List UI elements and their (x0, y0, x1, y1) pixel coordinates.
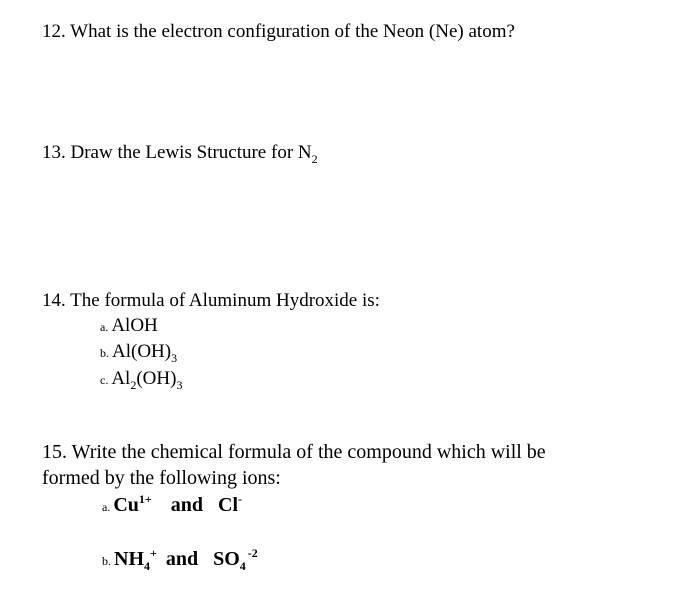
option-14a (100, 314, 158, 339)
ion: SO (213, 548, 240, 570)
question-12 (42, 20, 515, 44)
question-15-line2 (42, 466, 281, 490)
question-number: 14. (42, 290, 66, 311)
question-number: 13. (42, 142, 66, 163)
charge: + (150, 546, 157, 560)
ion: NH (114, 548, 144, 570)
formula: AlOH (111, 315, 158, 336)
option-15a (102, 493, 242, 519)
joiner: and (165, 548, 199, 570)
option-letter: a. (100, 320, 109, 334)
formula-part: Al(OH) (112, 341, 172, 362)
option-14c (100, 367, 182, 392)
option-letter: b. (100, 346, 109, 360)
question-text: The formula of Aluminum Hydroxide is: (70, 290, 380, 311)
option-14b (100, 340, 177, 365)
joiner: and (170, 494, 203, 516)
formula-part: Al (111, 368, 131, 389)
option-letter: b. (102, 554, 111, 568)
charge: -2 (247, 546, 258, 560)
ion: Cl (218, 494, 238, 516)
question-text: formed by the following ions: (42, 467, 281, 489)
subscript: 4 (144, 559, 150, 573)
question-number: 15. (42, 441, 67, 463)
question-number: 12. (42, 21, 66, 42)
question-13 (42, 141, 318, 166)
subscript: 3 (171, 351, 178, 365)
subscript: 2 (130, 378, 137, 392)
ion: Cu (113, 494, 139, 516)
question-text: What is the electron configuration of the Neon (Ne) atom? (70, 21, 515, 42)
option-letter: c. (100, 373, 109, 387)
question-15 (42, 440, 546, 464)
subscript: 2 (311, 152, 318, 166)
option-15b (102, 547, 258, 573)
question-text: Write the chemical formula of the compound which will be (71, 441, 546, 463)
subscript: 3 (176, 378, 183, 392)
option-letter: a. (102, 500, 111, 514)
charge: 1+ (138, 492, 152, 506)
formula-part: (OH) (136, 368, 177, 389)
charge: - (238, 492, 242, 506)
question-14 (42, 289, 380, 313)
subscript: 4 (239, 559, 246, 573)
question-text: Draw the Lewis Structure for N (70, 142, 312, 163)
